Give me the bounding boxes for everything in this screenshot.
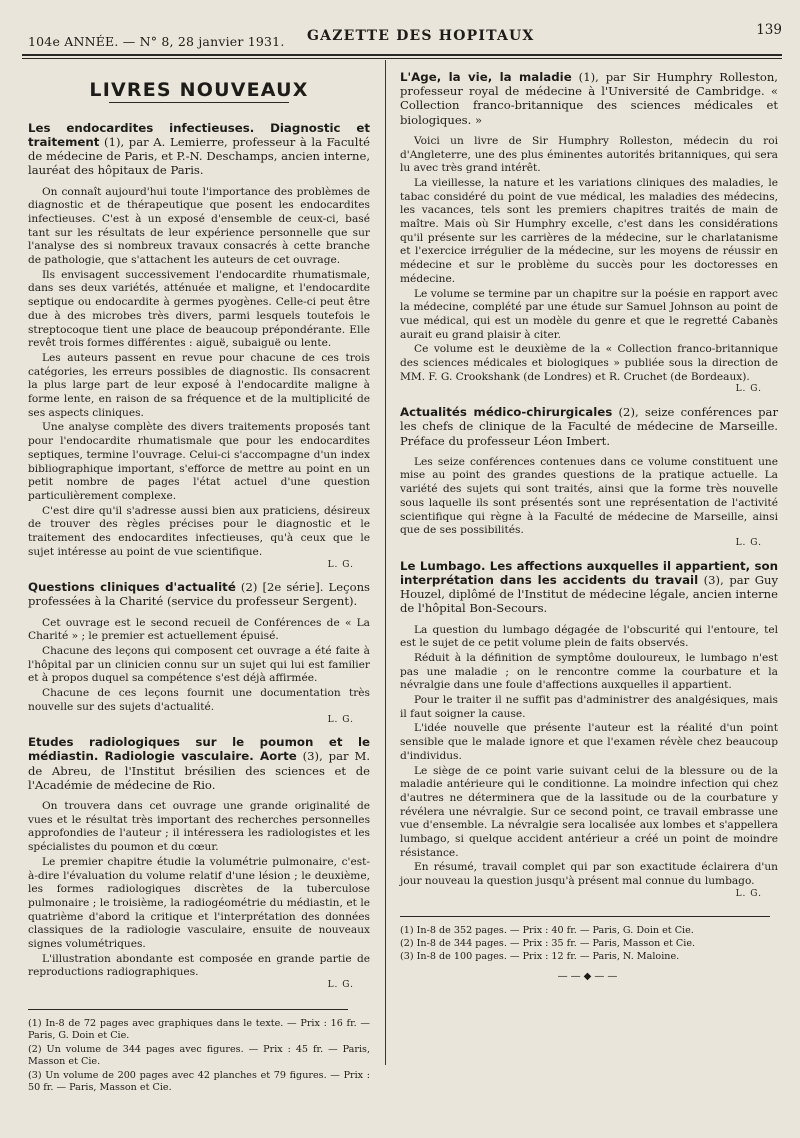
article-title: Actualités médico-chirurgicales bbox=[400, 405, 613, 420]
article-paragraph: C'est dire qu'il s'adresse aussi bien aux praticiens, désireux de trouver des règles précises pour le diagnostic et le traitement des endocardites infectieuses, qu'à ceux que le sujet intéresse au point de vue scientifique. bbox=[28, 504, 370, 558]
footnote: (2) In-8 de 344 pages. — Prix : 35 fr. — Paris, Masson et Cie. bbox=[400, 937, 696, 949]
article-ref: (1) bbox=[99, 134, 121, 149]
article bbox=[28, 735, 370, 993]
article-author: , seize conférences par les chefs de clinique de la Faculté de médecine de Marseille. Préface du professeur Léon Imbert. bbox=[400, 405, 779, 448]
article-ref: (1) bbox=[571, 70, 596, 84]
article-paragraph: Le premier chapitre étudie la volumétrie pulmonaire, c'est-à-dire l'évaluation du volume relatif d'une lésion ; le deuxième, les formes radiologiques discrètes de la tuberculose pulmonaire ; le troisième, la radiogéométrie du médiastin, et le quatrième d'abord la critique et l'interprétation des données classiques de la radiologie vasculaire, ensuite de nouveaux signes volumétriques. bbox=[28, 855, 370, 951]
footnote-rule-left bbox=[28, 1009, 348, 1010]
article-paragraph: Réduit à la définition de symptôme douloureux, le lumbago n'est pas une maladie ; on le rencontre comme la courbature et la névralgie dans une foule d'affections auxquelles il appartient. bbox=[400, 651, 778, 692]
header-rule-thin bbox=[22, 58, 782, 59]
footnote: (3) Un volume de 200 pages avec 42 planches et 79 figures. — Prix : 50 fr. — Paris, Masson et Cie. bbox=[28, 1069, 370, 1093]
section-title: LIVRES NOUVEAUX bbox=[89, 79, 309, 101]
edition-line: 104e ANNÉE. — N° 8, 28 janvier 1931. bbox=[28, 34, 285, 49]
article bbox=[28, 121, 370, 573]
left-column bbox=[28, 70, 370, 1095]
footnote: (1) In-8 de 72 pages avec graphiques dans le texte. — Prix : 16 fr. — Paris, G. Doin et Cie. bbox=[28, 1017, 370, 1042]
journal-title: GAZETTE DES HOPITAUX bbox=[307, 28, 535, 44]
article-author: , par M. de Abreu, de l'Institut brésilien des sciences et de l'Académie de médecine de Rio. bbox=[28, 749, 371, 792]
end-ornament: ——◆—— bbox=[557, 970, 621, 982]
page-header bbox=[22, 22, 782, 52]
article-paragraph: Les auteurs passent en revue pour chacune de ces trois catégories, les erreurs possibles de diagnostic. Ils consacrent la plus large part de leur exposé à l'endocardite maligne à forme lente, en raison de sa fréquence et de la multiplicité de ses aspects cliniques. bbox=[28, 351, 370, 419]
article bbox=[28, 580, 370, 727]
article-author: , par Guy Houzel, diplômé de l'Institut de médecine légale, ancien interne de l'hôpital Bon-Secours. bbox=[400, 572, 779, 616]
footnote: (1) In-8 de 352 pages. — Prix : 40 fr. — Paris, G. Doin et Cie. bbox=[400, 924, 694, 936]
article-title: Le Lumbago. Les affections auxquelles il appartient, son interprétation dans les accidents du travail bbox=[400, 558, 778, 587]
article-signature: L. G. bbox=[327, 559, 354, 570]
article-paragraph: L'illustration abondante est composée en grande partie de reproductions radiographiques. bbox=[28, 952, 370, 979]
article-paragraph: Chacune de ces leçons fournit une documentation très nouvelle sur des sujets d'actualité. bbox=[28, 687, 370, 713]
right-footnotes bbox=[400, 925, 778, 964]
article bbox=[400, 70, 778, 397]
article-paragraph: Ce volume est le deuxième de la « Collection franco-britannique des sciences médicales et biologiques » publiée sous la direction de MM. F. G. Crookshank (de Londres) et R. Cruchet (de Bordeaux). bbox=[400, 343, 778, 383]
column-divider bbox=[385, 60, 386, 1065]
article-paragraph: Le siège de ce point varie suivant celui de la blessure ou de la maladie antérieure qui le conditionne. La moindre infection qui chez d'autres ne déterminera que de la lassitude ou de la courbature y révélera une névralgie. Sur ce second point, ce travail embrasse une vue d'ensemble. La névralgie sera localisée aux lombes et s'appellera lumbago, si quelque accident antérieur a créé un point de moindre résistance. bbox=[400, 764, 778, 859]
article-signature: L. G. bbox=[735, 538, 762, 548]
article-author: [2e série]. Leçons professées à la Charité (service du professeur Sergent). bbox=[28, 580, 370, 609]
article-ref: (2) bbox=[235, 580, 258, 595]
article-title: Etudes radiologiques sur le poumon et le médiastin. Radiologie vasculaire. Aorte bbox=[28, 735, 370, 764]
right-articles bbox=[400, 70, 778, 902]
article-title: Questions cliniques d'actualité bbox=[28, 580, 236, 595]
article-heading bbox=[28, 580, 370, 608]
article-paragraph: Une analyse complète des divers traitements proposés tant pour l'endocardite rhumatismale que pour les endocardites septiques, termine l'ouvrage. Celui-ci s'accompagne d'un index bibliographique important, s'efforce de mettre au point en un petit nombre de pages l'état actuel d'une question particulièrement complexe. bbox=[28, 421, 370, 502]
article-heading bbox=[400, 559, 778, 616]
article-ref: (3) bbox=[698, 572, 721, 587]
right-column bbox=[400, 70, 778, 984]
article-paragraph: La vieillesse, la nature et les variations cliniques des maladies, le tabac considéré du point de vue médical, les maladies des médecins, les vacances, tels sont les premiers chapitres traités de main de maître. Mais où Sir Humphry excelle, c'est dans les considérations qu'il présente sur les carrières de la médecine, sur le charlatanisme et l'exercice irrégulier de la médecine, sur les moyens de réussir en médecine et sur le problème du succès pour les doctoresses en médecine. bbox=[400, 176, 778, 285]
section-title-rule bbox=[109, 102, 289, 103]
article-paragraph: Le volume se termine par un chapitre sur la poésie en rapport avec la médecine, complété par une étude sur Samuel Johnson au point de vue médical, qui est un modèle du genre et que le regretté Cabanès aurait eu grand plaisir à citer. bbox=[400, 287, 778, 341]
article-author: , par A. Lemierre, professeur à la Faculté de médecine de Paris, et P.-N. Deschamps, ancien interne, lauréat des hôpitaux de Paris. bbox=[28, 134, 371, 178]
article bbox=[400, 405, 778, 551]
article-paragraph: Les seize conférences contenues dans ce volume constituent une mise au point des grandes questions de la pratique actuelle. La variété des sujets qui sont traités, ainsi que la forme très nouvelle sous laquelle ils sont présentés sont une représentation de l'activité scientifique qui règne à la Faculté de médecine de Marseille, ainsi que de ses possibilités. bbox=[400, 455, 778, 537]
article-title: Les endocardites infectieuses. Diagnostic et traitement bbox=[28, 120, 370, 149]
article-heading bbox=[28, 735, 370, 792]
page-number: 139 bbox=[756, 22, 782, 38]
article-ref: (3) bbox=[296, 749, 320, 764]
article-ref: (2) bbox=[612, 405, 635, 420]
article-paragraph: Cet ouvrage est le second recueil de Conférences de « La Charité » ; le premier est actuellement épuisé. bbox=[28, 616, 370, 643]
article bbox=[400, 559, 778, 902]
article-heading bbox=[28, 121, 370, 178]
article-paragraph: L'idée nouvelle que présente l'auteur est la réalité d'un point sensible que le malade ignore et que l'examen révèle chez beaucoup d'individus. bbox=[400, 722, 778, 762]
article-signature: L. G. bbox=[327, 714, 354, 725]
article-signature: L. G. bbox=[735, 888, 762, 899]
article-signature: L. G. bbox=[327, 980, 354, 991]
article-paragraph: On trouvera dans cet ouvrage une grande originalité de vues et le résultat très important des recherches personnelles approfondies de l'auteur ; il intéressera les radiologistes et les spécialistes du poumon et du cœur. bbox=[28, 800, 370, 854]
article-paragraph: La question du lumbago dégagée de l'obscurité qui l'entoure, tel est le sujet de ce petit volume plein de faits observés. bbox=[400, 623, 778, 650]
article-paragraph: Voici un livre de Sir Humphry Rolleston, médecin du roi d'Angleterre, une des plus éminentes autorités britanniques, qui sera lu avec très grand intérêt. bbox=[400, 134, 778, 175]
article-paragraph: Pour le traiter il ne suffit pas d'administrer des analgésiques, mais il faut soigner la cause. bbox=[400, 694, 778, 720]
header-rule bbox=[22, 54, 782, 56]
article-author: , par Sir Humphry Rolleston, professeur royal de médecine à l'Université de Cambridge. « Collection franco-britannique des sciences médicales et biologiques. » bbox=[400, 70, 778, 127]
left-footnotes bbox=[28, 1018, 370, 1094]
article-paragraph: On connaît aujourd'hui toute l'importance des problèmes de diagnostic et de thérapeutique que posent les endocardites infectieuses. C'est à un exposé d'ensemble de ceux-ci, basé tant sur les résultats de leur expérience personnelle que sur l'analyse des si nombreux travaux consacrés à cette branche de pathologie, que s'attachent les auteurs de cet ouvrage. bbox=[28, 185, 370, 267]
article-heading bbox=[400, 405, 778, 448]
article-signature: L. G. bbox=[735, 384, 762, 395]
article-paragraph: Ils envisagent successivement l'endocardite rhumatismale, dans ses deux variétés, atténuée et maligne, et l'endocardite septique ou endocardite à germes pyogènes. Celle-ci peut être due à des microbes très divers, parmi lesquels toutefois le streptocoque tient une place de beaucoup prépondérante. Elle revêt trois formes différentes : aiguë, subaiguë ou lente. bbox=[28, 268, 370, 350]
article-paragraph: En résumé, travail complet qui par son exactitude éclairera d'un jour nouveau la question jusqu'à présent mal connue du lumbago. bbox=[400, 861, 778, 888]
article-heading bbox=[400, 70, 778, 127]
footnote: (2) Un volume de 344 pages avec figures. — Prix : 45 fr. — Paris, Masson et Cie. bbox=[28, 1043, 370, 1068]
footnote: (3) In-8 de 100 pages. — Prix : 12 fr. — Paris, N. Maloine. bbox=[400, 951, 680, 963]
article-paragraph: Chacune des leçons qui composent cet ouvrage a été faite à l'hôpital par un clinicien connu sur un sujet qui lui est familier et à propos duquel sa compétence s'est déjà affirmée. bbox=[28, 645, 370, 685]
article-title: L'Age, la vie, la maladie bbox=[400, 70, 572, 84]
left-articles bbox=[28, 121, 370, 993]
footnote-rule-right bbox=[400, 916, 770, 917]
